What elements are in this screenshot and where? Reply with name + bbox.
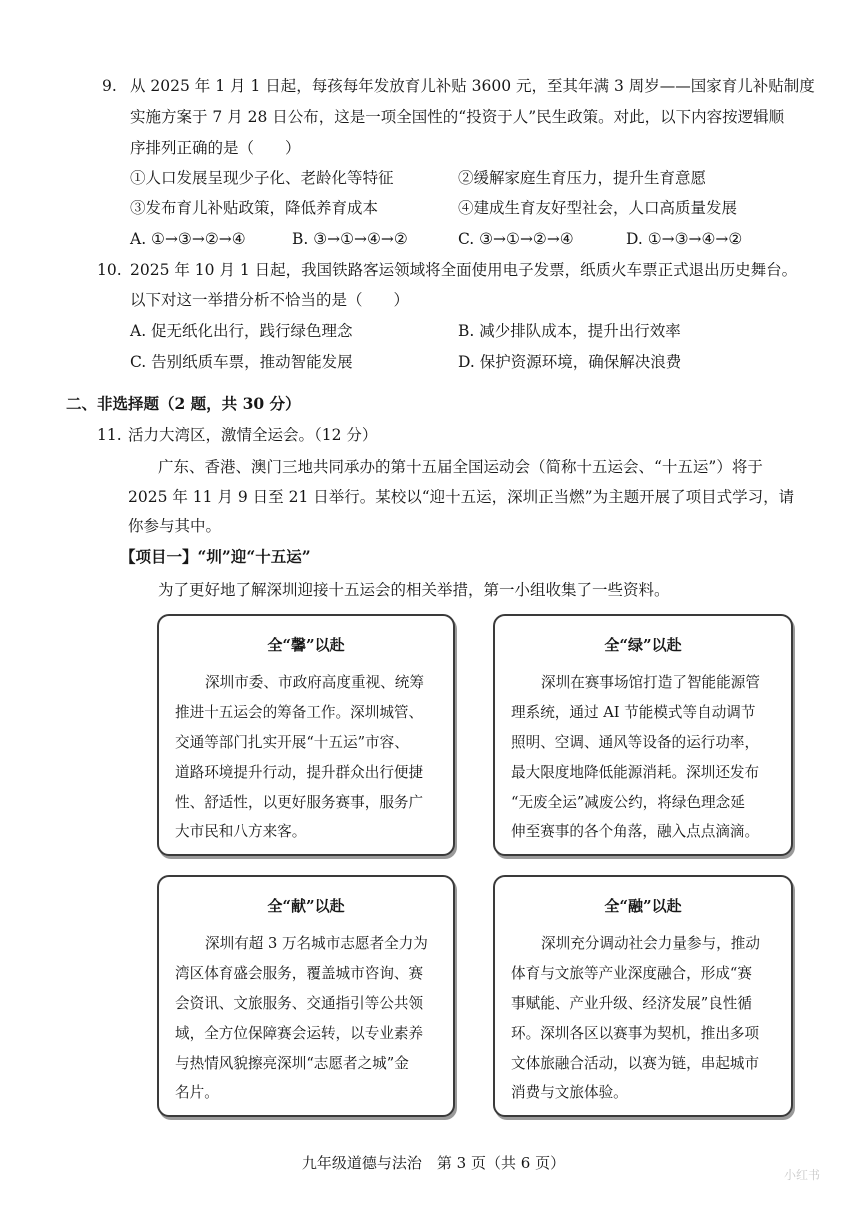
info-card-title: 全“绿”以赴 bbox=[604, 636, 682, 654]
info-card-line: 会资讯、文旅服务、交通指引等公共领 bbox=[175, 995, 424, 1012]
info-card-line: 交通等部门扎实开展“十五运”市容、 bbox=[175, 734, 409, 751]
q9-item-1: ①人口发展呈现少子化、老龄化等特征 bbox=[130, 169, 394, 187]
info-card-line: 域，全方位保障赛会运转，以专业素养 bbox=[175, 1025, 424, 1042]
info-card-line: 名片。 bbox=[175, 1084, 219, 1101]
q11-stem: 活力大湾区，激情全运会。（12 分） bbox=[128, 426, 378, 444]
info-card-line: 道路环境提升行动，提升群众出行便捷 bbox=[175, 764, 424, 781]
info-card-line: 性、舒适性，以更好服务赛事，服务广 bbox=[175, 794, 424, 811]
info-card-line: 推进十五运会的筹备工作。深圳城管、 bbox=[175, 704, 424, 721]
project1-intro: 为了更好地了解深圳迎接十五运会的相关举措，第一小组收集了一些资料。 bbox=[158, 581, 670, 599]
info-card-line: 消费与文旅体验。 bbox=[511, 1084, 628, 1101]
q10-option-b: B. 减少排队成本，提升出行效率 bbox=[458, 322, 681, 340]
info-card-line: 深圳市委、市政府高度重视、统筹 bbox=[205, 674, 424, 691]
q9-stem-line-1: 从 2025 年 1 月 1 日起，每孩每年发放育儿补贴 3600 元，至其年满 3 周岁——国家育儿补贴制度 bbox=[130, 77, 815, 95]
info-card-line: 照明、空调、通风等设备的运行功率， bbox=[511, 734, 760, 751]
info-card-line: 环。深圳各区以赛事为契机，推出多项 bbox=[511, 1025, 760, 1042]
info-card-line: “无废全运”减废公约，将绿色理念延 bbox=[511, 794, 745, 811]
q9-stem-line-3: 序排列正确的是（ ） bbox=[130, 139, 301, 157]
q10-option-d: D. 保护资源环境，确保解决浪费 bbox=[458, 353, 682, 371]
page-footer: 九年级道德与法治 第 3 页（共 6 页） bbox=[301, 1154, 566, 1172]
section-title: 二、非选择题（2 题，共 30 分） bbox=[66, 394, 301, 413]
q9-option-c: C. ③→①→②→④ bbox=[458, 230, 574, 248]
q11-intro-line-2: 2025 年 11 月 9 日至 21 日举行。某校以“迎十五运，深圳正当燃”为主题开展了项目式学习，请 bbox=[128, 488, 795, 506]
q9-option-d: D. ①→③→④→② bbox=[626, 230, 743, 248]
info-card-title: 全“馨”以赴 bbox=[267, 636, 345, 654]
q11-intro-line-3: 你参与其中。 bbox=[128, 517, 222, 535]
info-card-lv bbox=[493, 614, 793, 856]
q9-item-3: ③发布育儿补贴政策，降低养育成本 bbox=[130, 199, 379, 217]
q10-option-a: A. 促无纸化出行，践行绿色理念 bbox=[130, 322, 353, 340]
info-card-title: 全“融”以赴 bbox=[604, 897, 682, 915]
watermark: 小红书 bbox=[784, 1168, 821, 1182]
info-card-xian bbox=[157, 875, 455, 1117]
info-card-line: 深圳有超 3 万名城市志愿者全力为 bbox=[205, 935, 428, 952]
info-card-line: 与热情风貌擦亮深圳“志愿者之城”金 bbox=[175, 1055, 409, 1072]
q10-stem-line-1: 2025 年 10 月 1 日起，我国铁路客运领域将全面使用电子发票，纸质火车票正式退出历史舞台。 bbox=[130, 261, 798, 279]
q11-intro-line-1: 广东、香港、澳门三地共同承办的第十五届全国运动会（简称十五运会、“十五运”）将于 bbox=[158, 458, 763, 476]
project1-title: 【项目一】“圳”迎“十五运” bbox=[120, 547, 311, 566]
info-card-title: 全“献”以赴 bbox=[267, 897, 345, 915]
info-card-line: 大市民和八方来客。 bbox=[175, 823, 307, 840]
info-card-line: 深圳充分调动社会力量参与，推动 bbox=[541, 935, 760, 952]
q9-number: 9. bbox=[102, 77, 117, 95]
info-card-line: 体育与文旅等产业深度融合，形成“赛 bbox=[511, 965, 752, 982]
q9-option-a: A. ①→③→②→④ bbox=[130, 230, 246, 248]
q9-item-4: ④建成生育友好型社会，人口高质量发展 bbox=[458, 199, 738, 217]
info-card-line: 伸至赛事的各个角落，融入点点滴滴。 bbox=[511, 823, 760, 840]
q11-number: 11. bbox=[97, 426, 122, 444]
info-card-line: 湾区体育盛会服务，覆盖城市咨询、赛 bbox=[175, 965, 424, 982]
q9-stem-line-2: 实施方案于 7 月 28 日公布，这是一项全国性的“投资于人”民生政策。对此，以下内容按逻辑顺 bbox=[130, 108, 785, 126]
info-card-rong bbox=[493, 875, 793, 1117]
info-card-line: 理系统，通过 AI 节能模式等自动调节 bbox=[511, 704, 756, 721]
info-card-line: 深圳在赛事场馆打造了智能能源管 bbox=[541, 674, 760, 691]
info-card-line: 文体旅融合活动，以赛为链，串起城市 bbox=[511, 1055, 760, 1072]
q10-number: 10. bbox=[97, 261, 122, 279]
q10-stem-line-2: 以下对这一举措分析不恰当的是（ ） bbox=[130, 291, 410, 309]
info-card-line: 事赋能、产业升级、经济发展”良性循 bbox=[511, 995, 752, 1012]
q9-option-b: B. ③→①→④→② bbox=[292, 230, 408, 248]
q10-option-c: C. 告别纸质车票，推动智能发展 bbox=[130, 353, 353, 371]
q9-item-2: ②缓解家庭生育压力，提升生育意愿 bbox=[458, 169, 707, 187]
info-card-xin bbox=[157, 614, 455, 856]
info-card-line: 最大限度地降低能源消耗。深圳还发布 bbox=[511, 764, 760, 781]
